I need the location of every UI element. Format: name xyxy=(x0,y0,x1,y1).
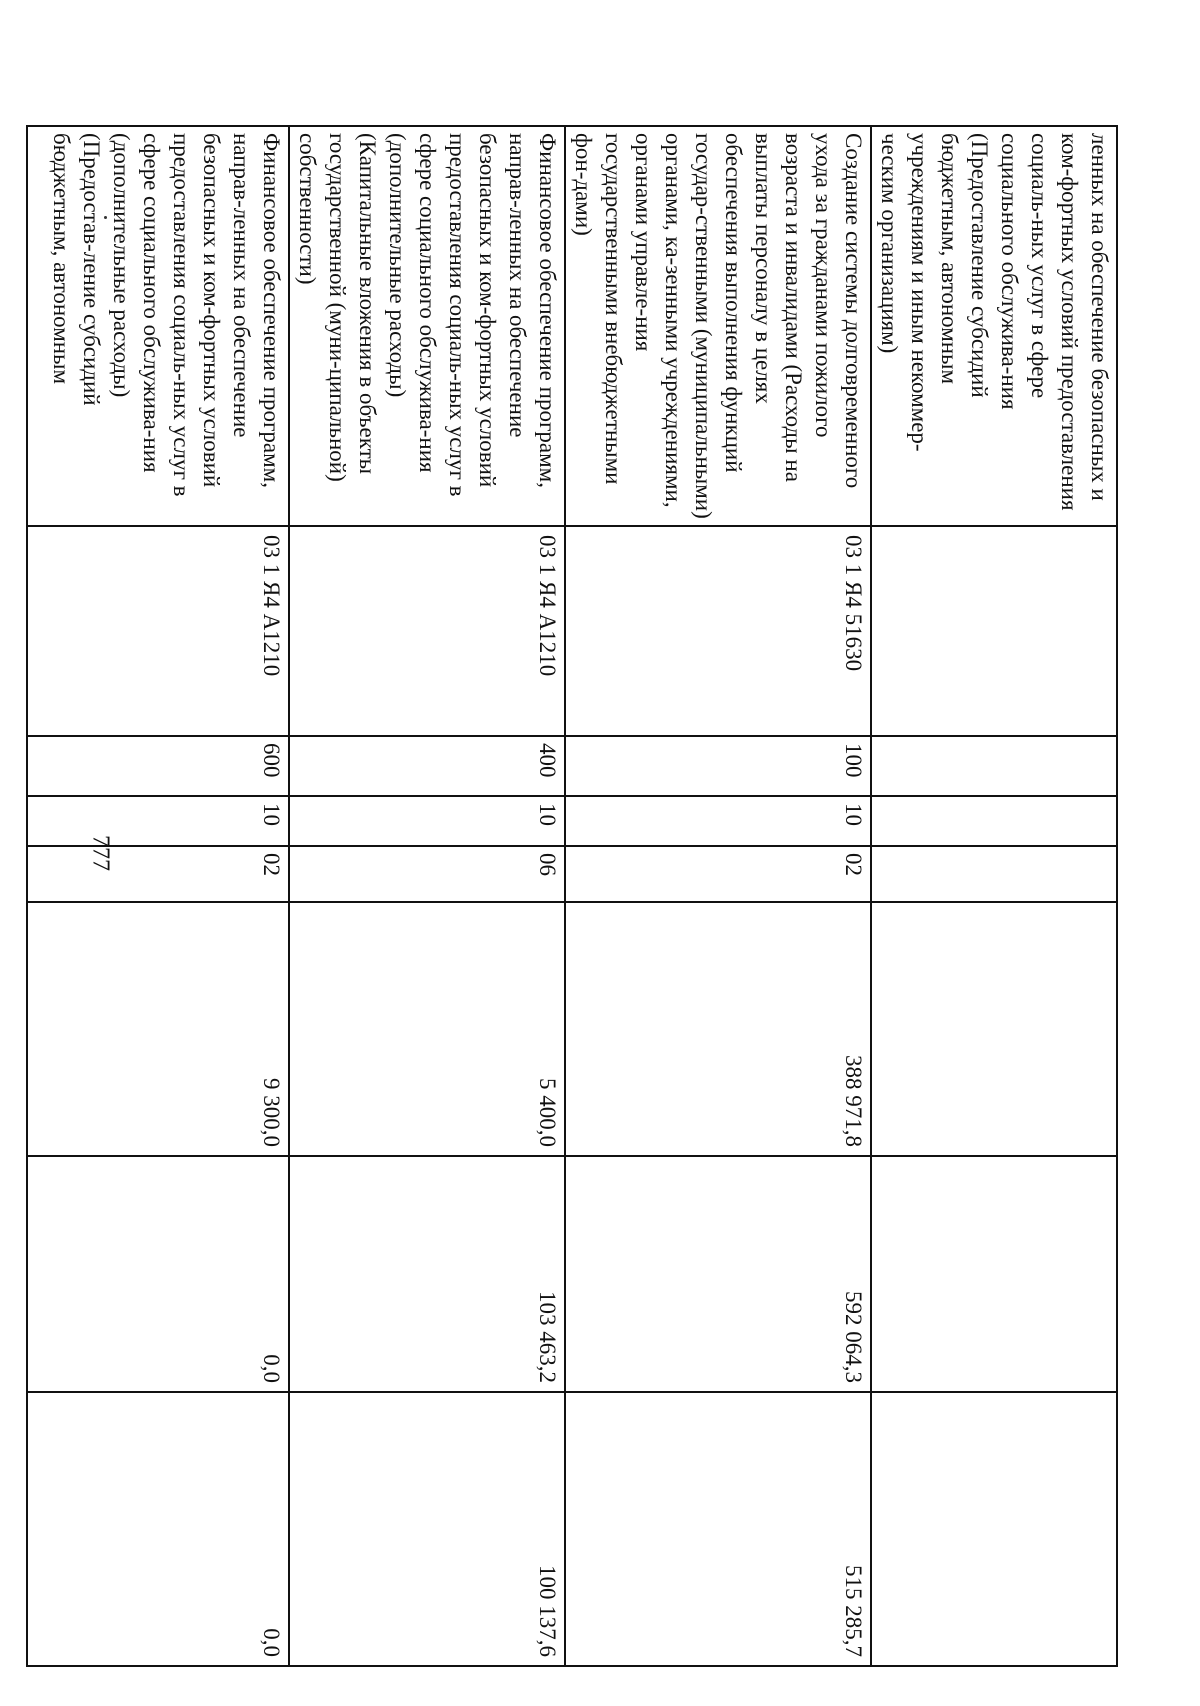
expense-type-code: 400 xyxy=(289,736,565,796)
amount-1: 388 971,8 xyxy=(565,902,871,1156)
target-article-code: 03 1 Я4 51630 xyxy=(565,526,871,736)
table-row xyxy=(871,126,1117,1666)
amount-3 xyxy=(871,1392,1117,1666)
target-article-code: 03 1 Я4 А1210 xyxy=(289,526,565,736)
subsection-code: 06 xyxy=(289,846,565,902)
expense-type-code xyxy=(871,736,1117,796)
page-number: 777 xyxy=(87,835,114,871)
target-article-code: 03 1 Я4 А1210 xyxy=(27,526,289,736)
amount-3: 0,0 xyxy=(27,1392,289,1666)
amount-3: 100 137,6 xyxy=(289,1392,565,1666)
row-description: Финансовое обеспечение программ, направ-ленных на обеспечение безопасных и ком-фортных условий предоставления социаль-ных услуг в сфере социального обслужива-ния (дополнительные расходы) (Предостав-ление субсидий бюджетным, автономным xyxy=(27,126,289,526)
row-description: ленных на обеспечение безопасных и ком-фортных условий предоставления социаль-ных услуг в сфере социального обслужива-ния (Предоставление субсидий бюджетным, автономным учреждениям и иным некоммер-ческим организациям) xyxy=(871,126,1117,526)
section-code: 10 xyxy=(27,796,289,846)
section-code xyxy=(871,796,1117,846)
amount-1 xyxy=(871,902,1117,1156)
table-row xyxy=(27,126,289,1666)
amount-3: 515 285,7 xyxy=(565,1392,871,1666)
amount-1: 5 400,0 xyxy=(289,902,565,1156)
section-code: 10 xyxy=(565,796,871,846)
amount-2 xyxy=(871,1156,1117,1392)
subsection-code: 02 xyxy=(565,846,871,902)
expense-type-code: 100 xyxy=(565,736,871,796)
row-description: Создание системы долговременного ухода за гражданами пожилого возраста и инвалидами (Расходы на выплаты персоналу в целях обеспечения выполнения функций государ-ственными (муниципальными) органами, ка-зенными учреждениями, органами управле-ния государственными внебюджетными фон-дами) xyxy=(565,126,871,526)
section-code: 10 xyxy=(289,796,565,846)
target-article-code xyxy=(871,526,1117,736)
budget-table xyxy=(26,125,1118,1667)
table-row xyxy=(565,126,871,1666)
amount-2: 103 463,2 xyxy=(289,1156,565,1392)
subsection-code: 02 xyxy=(27,846,289,902)
expense-type-code: 600 xyxy=(27,736,289,796)
amount-2: 0,0 xyxy=(27,1156,289,1392)
table-row xyxy=(289,126,565,1666)
amount-2: 592 064,3 xyxy=(565,1156,871,1392)
subsection-code xyxy=(871,846,1117,902)
row-description: Финансовое обеспечение программ, направ-ленных на обеспечение безопасных и ком-фортных условий предоставления социаль-ных услуг в сфере социального обслужива-ния (дополнительные расходы) (Капитальные вложения в объекты государственной (муни-ципальной) собственности) xyxy=(289,126,565,526)
amount-1: 9 300,0 xyxy=(27,902,289,1156)
